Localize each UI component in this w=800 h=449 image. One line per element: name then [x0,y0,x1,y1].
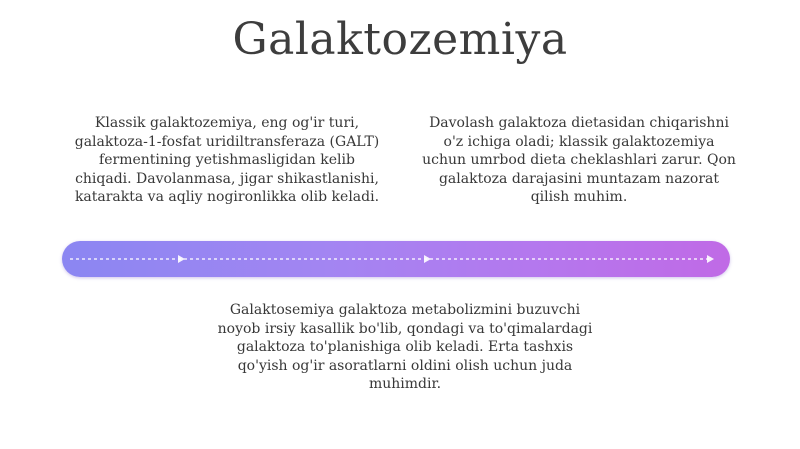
right-text-block: Davolash galaktoza dietasidan chiqarishni o'z ichiga oladi; klassik galaktozemiya uchun umrbod dieta cheklashlari zarur. Qon galaktoza darajasini muntazam nazorat qilish muhim. [422,115,736,205]
page-title: Galaktozemiya [232,14,568,65]
timeline-line [62,241,730,277]
timeline-bar [62,241,730,277]
bottom-text-block: Galaktosemiya galaktoza metabolizmini buzuvchi noyob irsiy kasallik bo'lib, qondagi va to'qimalardagi galaktoza to'planishiga olib keladi. Erta tashxis qo'yish og'ir asoratlarni oldini olish uchun juda muhimdir. [217,302,593,392]
arrow-right-icon [707,255,714,263]
left-text-block: Klassik galaktozemiya, eng og'ir turi, galaktoza-1-fosfat uridiltransferaza (GALT) fermentining yetishmasligidan kelib chiqadi. Davolanmasa, jigar shikastlanishi, katarakta va aqliy nogironlikka olib keladi. [74,115,380,205]
arrow-right-icon [178,255,185,263]
arrow-right-icon [424,255,431,263]
